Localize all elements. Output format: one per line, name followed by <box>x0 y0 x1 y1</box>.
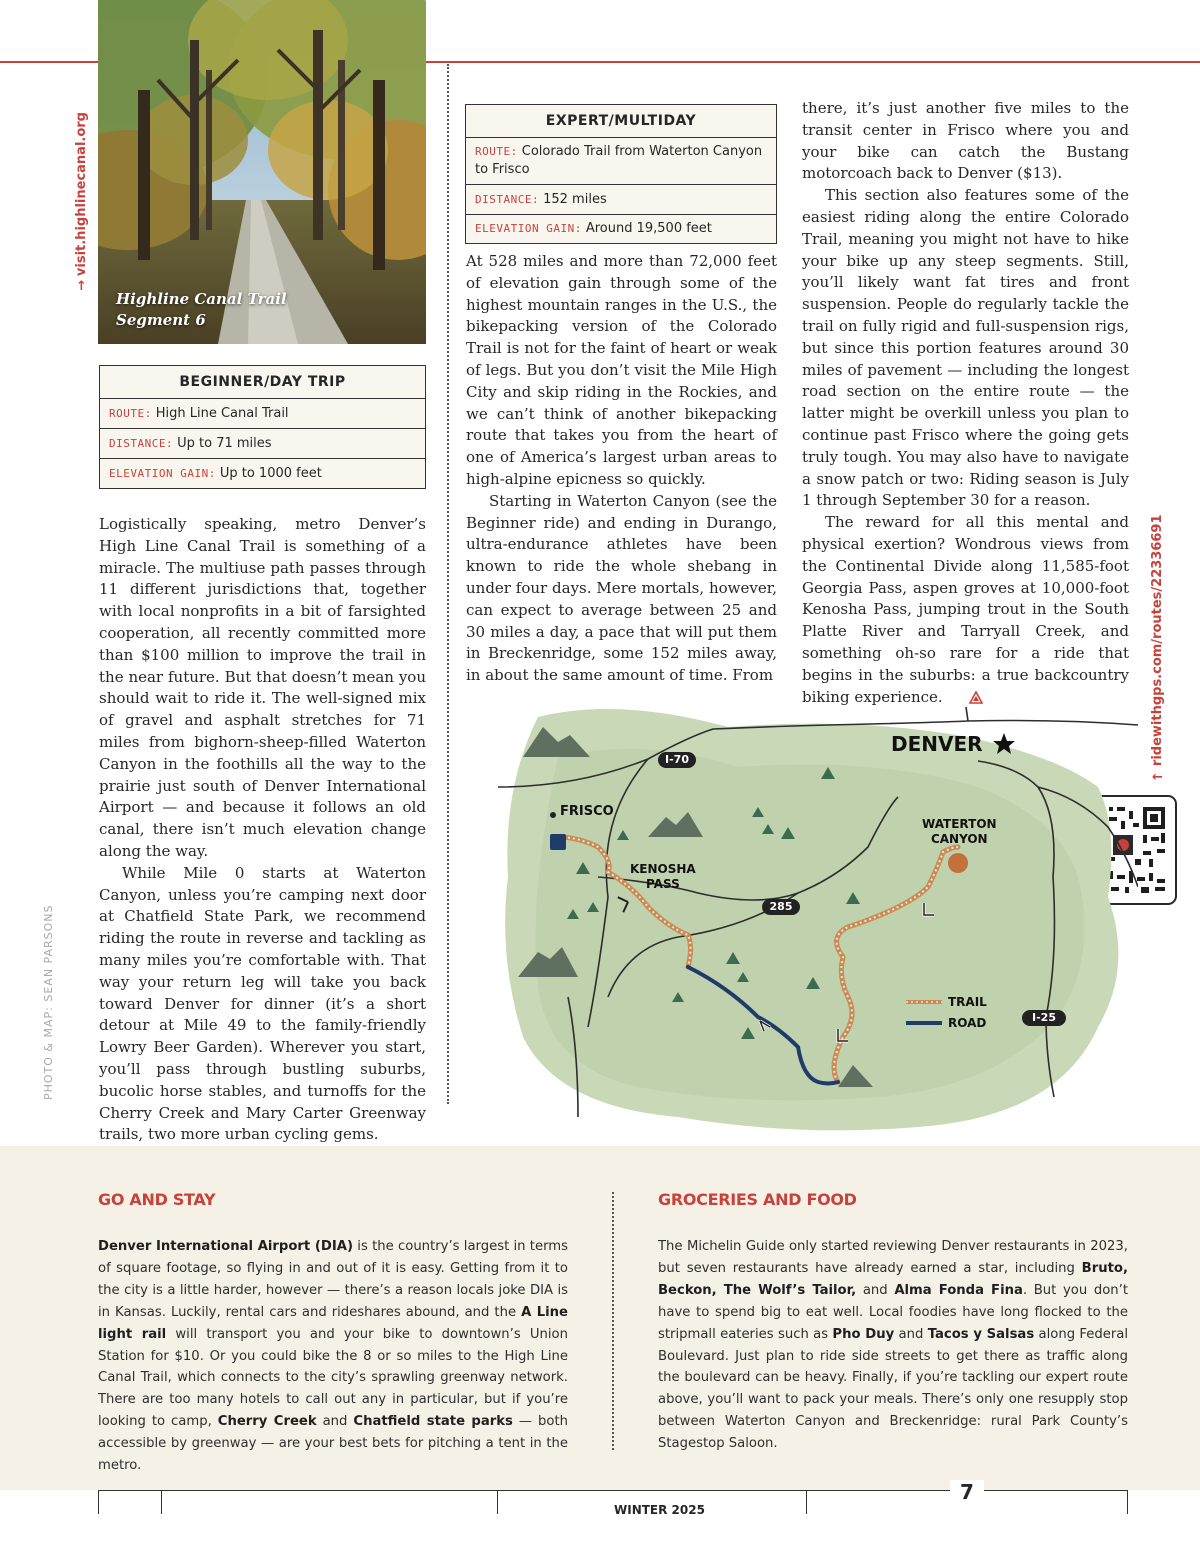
left-sidebar-url[interactable] <box>74 112 89 295</box>
go-stay-text-4: — both accessible by greenway — are your best bets for pitching a tent in the metro. <box>98 1414 568 1474</box>
column-2-paragraph-1: At 528 miles and more than 72,000 feet of elevation gain through some of the highest mountain ranges in the U.S., the bikepacking version of the Colorado Trail is not for the faint of heart or weak of legs. But you don’t visit the Mile High City and skip riding in the Rockies, and we can’t think of another bikepacking route that takes you from the heart of one of America’s largest urban areas to high-alpine epicness so quickly. <box>466 252 777 488</box>
map-label-kenosha-line1: KENOSHA <box>630 862 696 876</box>
section-divider <box>612 1192 614 1450</box>
expert-distance-row <box>466 185 776 215</box>
groceries-text-3: . But you don’t have to spend big to eat well. Local foodies have long flocked to the stripmall eateries such as <box>658 1282 1128 1342</box>
go-stay-bold-3: Cherry Creek <box>217 1414 317 1430</box>
footer-tick <box>1127 1490 1128 1514</box>
go-stay-bold-1: Denver International Airport (DIA) <box>98 1239 354 1254</box>
column-1-text <box>99 514 426 1146</box>
groceries-text-4: and <box>894 1326 928 1342</box>
footer-issue: WINTER 2025 <box>614 1503 705 1517</box>
expert-info-box <box>465 104 777 244</box>
right-url-text[interactable]: ridewithgps.com/routes/22336691 <box>1150 514 1165 767</box>
column-divider <box>447 64 449 1104</box>
distance-label: DISTANCE: <box>109 436 174 450</box>
photo-caption-line2: Segment 6 <box>116 311 206 329</box>
map-label-waterton-line1: WATERTON <box>922 817 997 831</box>
expert-route-row <box>466 138 776 185</box>
footer-tick <box>497 1490 498 1514</box>
map-label-frisco: FRISCO <box>560 804 614 819</box>
groceries-bold-2: Alma Fonda Fina <box>894 1282 1023 1298</box>
elevation-label: ELEVATION GAIN: <box>475 222 582 235</box>
column-2-text <box>466 251 777 687</box>
expert-box-title: EXPERT/MULTIDAY <box>466 105 776 138</box>
map-label-denver: DENVER <box>891 732 983 756</box>
groceries-text-5: along Federal Boulevard. Just plan to ride side streets to get there as traffic along the boulevard can be heavy. Finally, if you’re tackling our expert route above, you’ll want to pack your meals. There’s only one resupply stop between Waterton Canyon and Breckenridge: rural Park County’s Stagestop Saloon. <box>658 1326 1129 1452</box>
map-legend-road: ROAD <box>948 1016 987 1030</box>
groceries-text <box>658 1236 1128 1455</box>
go-stay-text-2: will transport you and your bike to downtown’s Union Station for $10. Or you could bike the 8 or so miles to the High Line Canal Trail, which connects to the city’s sprawling greenway network. There are too many hotels to call out any in particular, but if you’re looking to camp, <box>98 1326 568 1430</box>
go-stay-text-3: and <box>316 1414 354 1430</box>
left-url-text[interactable]: visit.highlinecanal.org <box>74 112 89 277</box>
elevation-value: Around 19,500 feet <box>585 221 712 236</box>
elevation-label: ELEVATION GAIN: <box>109 466 216 480</box>
column-3-paragraph-3-text: The reward for all this mental and physical exertion? Wondrous views from the Continental Divide along 11,585-foot Georgia Pass, aspen groves at 10,000-foot Kenosha Pass, jumping trout in the South Platte River and Tarryall Creek, and something oh-so rare for a ride that begins in the suburbs: a true backcountry biking experience. <box>802 513 1129 706</box>
column-1-paragraph-2: While Mile 0 starts at Waterton Canyon, unless you’re camping next door at Chatfield State Park, we recommend riding the route in reverse and tackling as many miles you’re comfortable with. That way your return leg will take you back toward Denver for dinner (it’s a short detour at Mile 49 to the family-friendly Lowry Beer Garden). Wherever you start, you’ll pass through bustling suburbs, bucolic horse stables, and turnoffs for the Cherry Creek and Mary Carter Greenway trails, two more urban cycling gems. <box>99 863 426 1144</box>
distance-value: Up to 71 miles <box>177 435 272 451</box>
photo-credit: PHOTO & MAP: SEAN PARSONS <box>42 904 55 1100</box>
right-sidebar-url[interactable] <box>1150 514 1165 786</box>
arrow-right-icon: ↑ <box>76 279 87 295</box>
expert-elevation-row <box>466 215 776 243</box>
route-label: ROUTE: <box>475 145 518 158</box>
column-2-paragraph-2: Starting in Waterton Canyon (see the Beginner ride) and ending in Durango, ultra-endurance athletes have been known to ride the whole shebang in under four days. Mere mortals, however, can expect to average between 25 and 30 miles a day, a pace that will put them in Breckenridge, some 152 miles away, in about the same amount of time. From <box>466 491 777 685</box>
map-shield-i70: I-70 <box>665 753 689 766</box>
route-value: Colorado Trail from Waterton Canyon to Frisco <box>475 144 763 177</box>
groceries-text-1: The Michelin Guide only started reviewing Denver restaurants in 2023, but seven restaurants have already earned a star, including <box>658 1239 1128 1276</box>
groceries-bold-1: Bruto, Beckon, The Wolf’s Tailor, <box>658 1260 1128 1298</box>
map-shield-285: 285 <box>769 900 793 913</box>
beginner-info-box <box>99 365 426 489</box>
map-shield-i25: I-25 <box>1032 1011 1056 1024</box>
beginner-box-title: BEGINNER/DAY TRIP <box>100 366 425 399</box>
groceries-title: GROCERIES AND FOOD <box>658 1190 857 1209</box>
go-stay-bold-2: A Line light rail <box>98 1304 568 1342</box>
route-label: ROUTE: <box>109 406 152 420</box>
go-stay-text-1: is the country’s largest in terms of square footage, so flying in and out of it is easy. Getting from it to the city is a little harder, however — there’s a reason locals joke DIA is in Kansas. Luckily, rental cars and rideshares abound, and the <box>98 1239 568 1320</box>
footer-tick <box>98 1490 99 1514</box>
beginner-elevation-row <box>100 459 425 488</box>
groceries-text-2: and <box>856 1282 895 1298</box>
column-3-text <box>802 98 1129 710</box>
column-3-paragraph-3 <box>802 512 1129 710</box>
page-number: 7 <box>950 1480 984 1504</box>
map-label-waterton-line2: CANYON <box>930 832 988 846</box>
beginner-route-row <box>100 399 425 429</box>
column-3-paragraph-2: This section also features some of the easiest riding along the entire Colorado Trail, meaning you might not have to hike your bike up any steep segments. Still, you’ll likely want fat tires and front suspension. People do regularly tackle the trail on fully rigid and full-suspension rigs, but since this portion features around 30 miles of pavement — including the longest road section on the entire route — the latter might be overkill unless you plan to continue past Frisco where the going gets truly tough. You may also have to navigate a snow patch or two: Riding season is July 1 through September 30 for a reason. <box>802 186 1129 510</box>
column-1-paragraph-1: Logistically speaking, metro Denver’s High Line Canal Trail is something of a miracle. The multiuse path passes through 11 different jurisdictions that, together with local nonprofits in a bit of farsighted cooperation, all recently committed more than $100 million to improve the trail in the near future. But that doesn’t mean you should wait to ride it. The well-signed mix of gravel and asphalt stretches for 71 miles from bighorn-sheep-filled Waterton Canyon in the foothills all the way to the prairie just south of Denver International Airport — and because it follows an old canal, there isn’t much elevation change along the way. <box>99 515 426 860</box>
map-label-kenosha-pass <box>630 862 696 892</box>
route-value: High Line Canal Trail <box>155 405 289 421</box>
go-stay-bold-4: Chatfield state parks <box>353 1414 513 1430</box>
go-and-stay-text <box>98 1236 568 1477</box>
arrow-down-icon: ← <box>1152 770 1163 786</box>
beginner-distance-row <box>100 429 425 459</box>
groceries-bold-3: Pho Duy <box>832 1326 895 1342</box>
trail-photo <box>98 0 426 344</box>
go-and-stay-title: GO AND STAY <box>98 1190 216 1209</box>
map-label-waterton-canyon <box>922 817 997 847</box>
column-3-paragraph-1: there, it’s just another five miles to the transit center in Frisco where you and your bike can catch the Bustang motorcoach back to Denver ($13). <box>802 99 1129 183</box>
elevation-value: Up to 1000 feet <box>219 465 322 481</box>
distance-label: DISTANCE: <box>475 192 540 206</box>
map-legend-trail: TRAIL <box>948 995 987 1009</box>
groceries-bold-4: Tacos y Salsas <box>927 1326 1035 1342</box>
route-map <box>498 697 1138 1137</box>
photo-caption-line1: Highline Canal Trail <box>116 290 287 308</box>
footer-tick <box>161 1490 162 1514</box>
map-label-kenosha-line2: PASS <box>645 877 680 891</box>
footer-tick <box>806 1490 807 1514</box>
distance-value: 152 miles <box>543 191 607 207</box>
photo-caption <box>116 289 287 331</box>
